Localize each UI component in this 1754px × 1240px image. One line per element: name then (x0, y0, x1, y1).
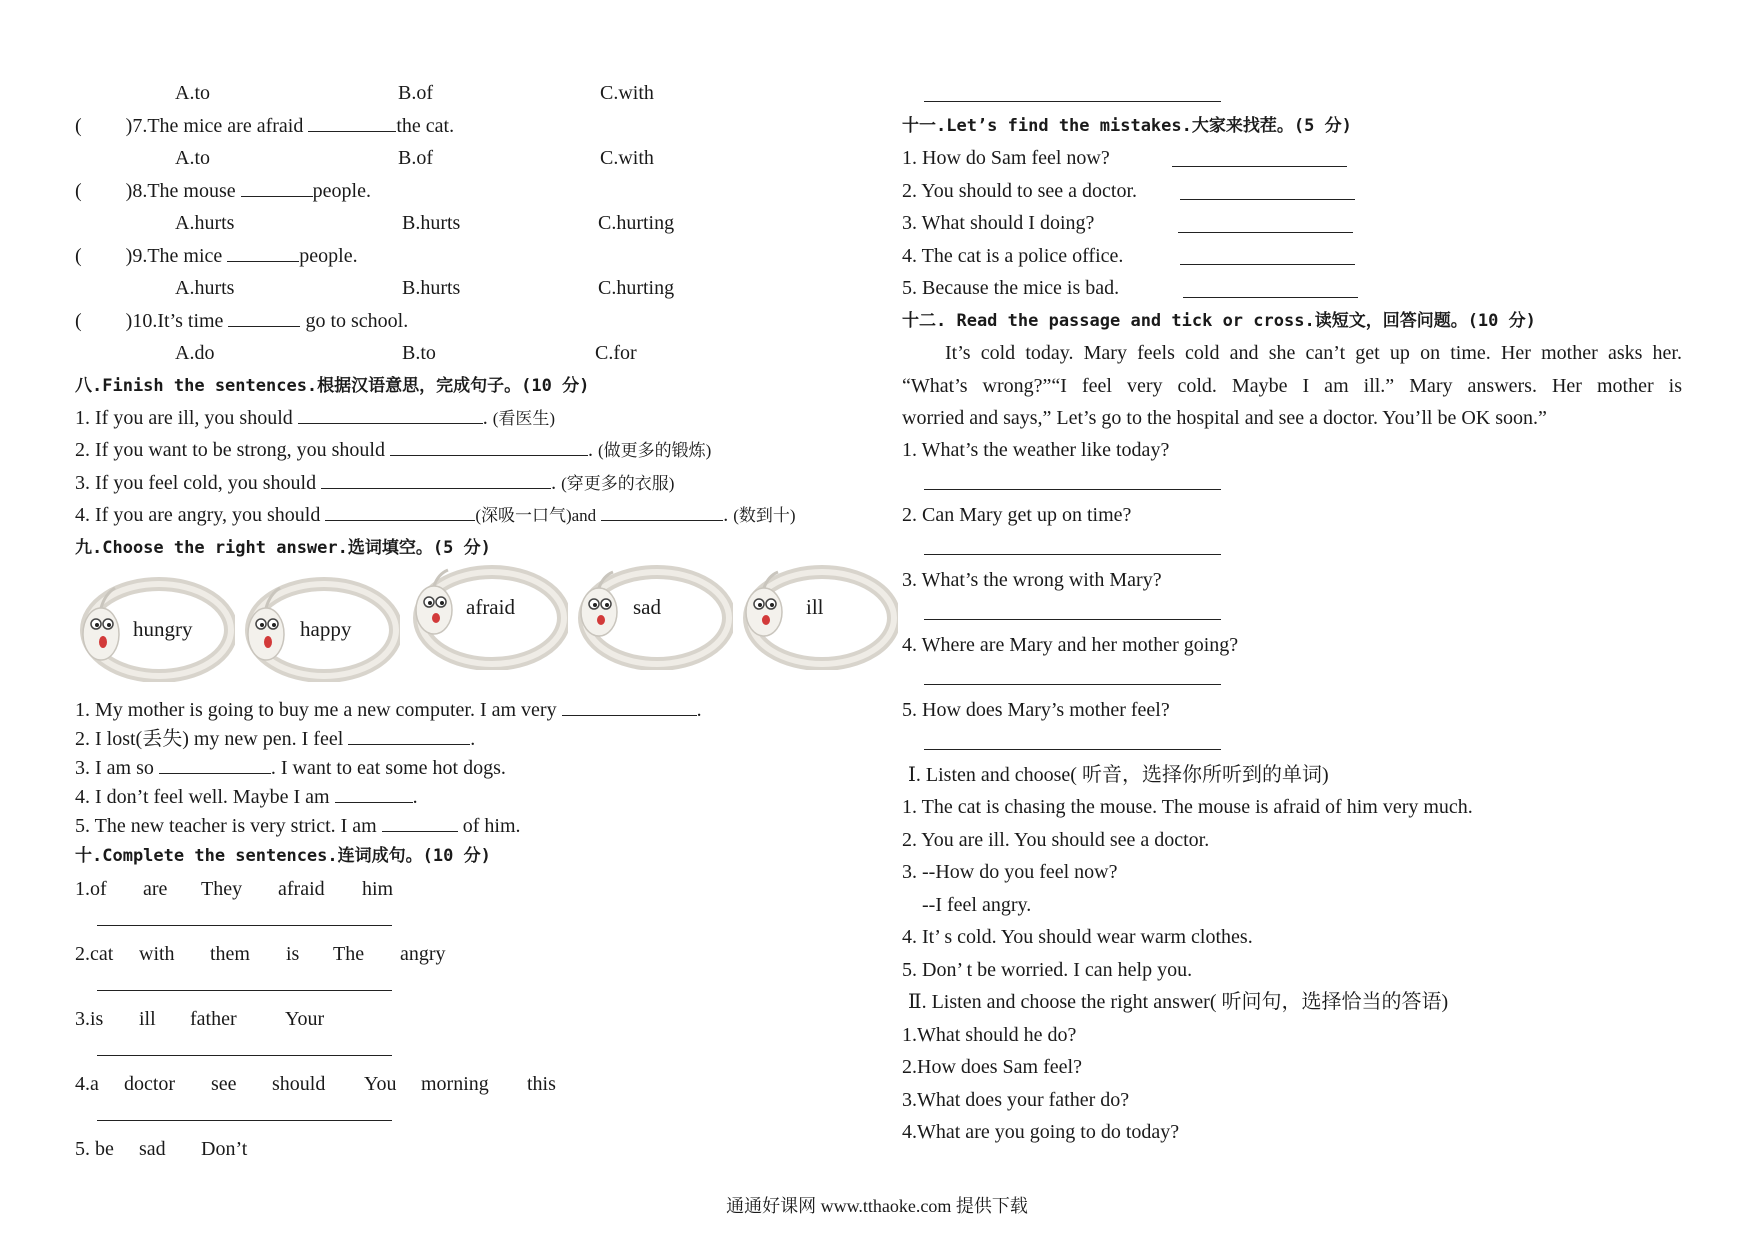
sec8-item-3: 3. If you feel cold, you should . (穿更多的衣服) (75, 472, 675, 494)
word-label: afraid (466, 595, 515, 619)
scrambled-word: 1.of (75, 878, 107, 900)
answer-blank[interactable] (382, 813, 458, 832)
answer-line[interactable] (1180, 199, 1355, 200)
q6-option-b: B.of (398, 82, 433, 104)
passage-line: worried and says,” Let’s go to the hospital and see a doctor. You’ll be OK soon.” (902, 407, 1547, 429)
q8-option-a: A.hurts (175, 212, 235, 234)
sec11-item-1: 1. How do Sam feel now? (902, 147, 1110, 169)
q7-tail: the cat. (396, 115, 455, 137)
answer-line[interactable] (97, 1055, 392, 1056)
listening-2-item: 1.What should he do? (902, 1024, 1077, 1046)
passage-line: It’s cold today. Mary feels cold and she can’t get up on time. Her mother asks her. (945, 342, 1682, 364)
q9-question (75, 243, 358, 269)
scrambled-word: morning (421, 1073, 489, 1095)
q9-tail: people. (299, 245, 358, 267)
hint: (看医生) (492, 409, 556, 428)
sec9-item-4: 4. I don’t feel well. Maybe I am . (75, 786, 418, 808)
section-12-heading: 十二. Read the passage and tick or cross.读短文，回答问题。(10 分) (902, 311, 1536, 331)
q10-text: )10.It’s time (125, 310, 224, 332)
sec12-question-3: 3. What’s the wrong with Mary? (902, 569, 1162, 591)
word-label: sad (633, 595, 661, 619)
sec8-item-4: 4. If you are angry, you should (深吸一口气)and . (数到十) (75, 504, 796, 526)
section-8-heading: 八.Finish the sentences.根据汉语意思，完成句子。(10 分) (75, 376, 590, 396)
scrambled-word: Don’t (201, 1138, 248, 1160)
q6-option-c: C.with (600, 82, 654, 104)
word-card-afraid (408, 560, 568, 670)
sec8-item-2: 2. If you want to be strong, you should . (做更多的锻炼) (75, 439, 712, 461)
listening-1-item: 3. --How do you feel now? (902, 861, 1118, 883)
answer-blank[interactable] (228, 308, 300, 327)
answer-blank[interactable] (241, 178, 313, 197)
scrambled-word: afraid (278, 878, 325, 900)
scrambled-word: doctor (124, 1073, 176, 1095)
word-label: happy (300, 617, 352, 641)
answer-line[interactable] (1172, 166, 1347, 167)
scrambled-word: The (333, 943, 365, 965)
answer-line[interactable] (97, 990, 392, 991)
answer-line[interactable] (97, 1120, 392, 1121)
listening-2-item: 4.What are you going to do today? (902, 1121, 1180, 1143)
answer-line[interactable] (924, 619, 1221, 620)
q7-option-a: A.to (175, 147, 210, 169)
listening-2-item: 2.How does Sam feel? (902, 1056, 1082, 1078)
answer-blank[interactable] (390, 437, 588, 456)
q8-option-b: B.hurts (402, 212, 461, 234)
scrambled-word: 5. be (75, 1138, 114, 1160)
answer-blank[interactable] (308, 113, 396, 132)
scrambled-word: him (362, 878, 394, 900)
answer-line[interactable] (1183, 297, 1358, 298)
hint: (穿更多的衣服) (561, 474, 675, 493)
q10-question (75, 308, 408, 334)
q10-tail: go to school. (305, 310, 409, 332)
q10-option-c: C.for (595, 342, 637, 364)
answer-blank[interactable] (335, 784, 413, 803)
q8-text: )8.The mouse (125, 180, 236, 202)
listening-2-heading: Ⅱ. Listen and choose the right answer( 听问句，选择恰当的答语) (908, 991, 1449, 1013)
sec12-question-1: 1. What’s the weather like today? (902, 439, 1170, 461)
q7-option-b: B.of (398, 147, 433, 169)
sec8-item-1: 1. If you are ill, you should . (看医生) (75, 407, 556, 429)
section-11-heading: 十一.Let’s find the mistakes.大家来找茬。(5 分) (902, 116, 1352, 136)
scrambled-word: should (272, 1073, 326, 1095)
answer-blank[interactable] (227, 243, 299, 262)
sec11-item-4: 4. The cat is a police office. (902, 245, 1124, 267)
q9-option-b: B.hurts (402, 277, 461, 299)
sec11-item-2: 2. You should to see a doctor. (902, 180, 1137, 202)
answer-blank[interactable] (601, 502, 723, 521)
scrambled-word: 3.is (75, 1008, 104, 1030)
answer-blank[interactable] (562, 697, 697, 716)
answer-line[interactable] (1180, 264, 1355, 265)
listening-1-heading: Ⅰ. Listen and choose( 听音，选择你所听到的单词) (908, 764, 1329, 786)
q9-option-a: A.hurts (175, 277, 235, 299)
answer-line[interactable] (97, 925, 392, 926)
answer-blank[interactable] (348, 726, 470, 745)
sec9-item-3: 3. I am so . I want to eat some hot dogs. (75, 757, 506, 779)
listening-1-item: 4. It’ s cold. You should wear warm clothes. (902, 926, 1253, 948)
q9-option-c: C.hurting (598, 277, 675, 299)
section-9-heading: 九.Choose the right answer.选词填空。(5 分) (75, 538, 491, 558)
scrambled-word: They (201, 878, 243, 900)
answer-line[interactable] (1178, 232, 1353, 233)
scrambled-word: ill (139, 1008, 156, 1030)
q9-text: )9.The mice (125, 245, 223, 267)
answer-line[interactable] (924, 684, 1221, 685)
answer-line[interactable] (924, 749, 1221, 750)
hint: (做更多的锻炼) (597, 441, 712, 460)
scrambled-word: 2.cat (75, 943, 114, 965)
answer-paren: ( (75, 115, 82, 137)
word-card-happy (240, 572, 400, 682)
scrambled-word: them (210, 943, 250, 965)
q6-option-a: A.to (175, 82, 210, 104)
answer-paren: ( (75, 245, 82, 267)
listening-1-item: 1. The cat is chasing the mouse. The mouse is afraid of him very much. (902, 796, 1473, 818)
answer-paren: ( (75, 180, 82, 202)
sec9-item-1: 1. My mother is going to buy me a new computer. I am very . (75, 699, 702, 721)
scrambled-word: with (139, 943, 175, 965)
answer-line[interactable] (924, 489, 1221, 490)
scrambled-word: see (211, 1073, 237, 1095)
sec12-question-4: 4. Where are Mary and her mother going? (902, 634, 1239, 656)
listening-1-item: --I feel angry. (922, 894, 1032, 916)
answer-blank[interactable] (321, 470, 551, 489)
sec9-item-5: 5. The new teacher is very strict. I am of him. (75, 815, 521, 837)
scrambled-word: are (143, 878, 168, 900)
word-card-hungry (75, 572, 235, 682)
hint: (数到十) (733, 506, 796, 525)
word-card-sad (573, 560, 733, 670)
answer-paren: ( (75, 310, 82, 332)
answer-line[interactable] (924, 101, 1221, 102)
q10-option-b: B.to (402, 342, 436, 364)
sec12-question-5: 5. How does Mary’s mother feel? (902, 699, 1170, 721)
scrambled-word: angry (400, 943, 446, 965)
q7-option-c: C.with (600, 147, 654, 169)
scrambled-word: sad (139, 1138, 166, 1160)
q7-text: )7.The mice are afraid (125, 115, 304, 137)
word-card-ill (738, 560, 898, 670)
answer-blank[interactable] (325, 502, 475, 521)
q8-question (75, 178, 371, 204)
scrambled-word: Your (285, 1008, 325, 1030)
section-10-heading: 十.Complete the sentences.连词成句。(10 分) (75, 846, 491, 866)
scrambled-word: 4.a (75, 1073, 99, 1095)
q8-option-c: C.hurting (598, 212, 675, 234)
word-label: hungry (133, 617, 193, 641)
answer-blank[interactable] (159, 755, 271, 774)
sec9-item-2: 2. I lost(丢失) my new pen. I feel . (75, 728, 476, 750)
scrambled-word: is (286, 943, 300, 965)
scrambled-word: father (190, 1008, 237, 1030)
word-label: ill (806, 595, 824, 619)
sec12-question-2: 2. Can Mary get up on time? (902, 504, 1132, 526)
scrambled-word: You (364, 1073, 397, 1095)
answer-line[interactable] (924, 554, 1221, 555)
q8-tail: people. (312, 180, 371, 202)
answer-blank[interactable] (298, 405, 483, 424)
sec11-item-3: 3. What should I doing? (902, 212, 1095, 234)
passage-line: “What’s wrong?”“I feel very cold. Maybe I am ill.” Mary answers. Her mother is (902, 375, 1682, 397)
q7-question (75, 113, 454, 139)
scrambled-word: this (527, 1073, 556, 1095)
footer-watermark: 通通好课网 www.tthaoke.com 提供下载 (726, 1196, 1028, 1216)
sec11-item-5: 5. Because the mice is bad. (902, 277, 1120, 299)
listening-1-item: 5. Don’ t be worried. I can help you. (902, 959, 1193, 981)
listening-1-item: 2. You are ill. You should see a doctor. (902, 829, 1210, 851)
q10-option-a: A.do (175, 342, 215, 364)
listening-2-item: 3.What does your father do? (902, 1089, 1130, 1111)
